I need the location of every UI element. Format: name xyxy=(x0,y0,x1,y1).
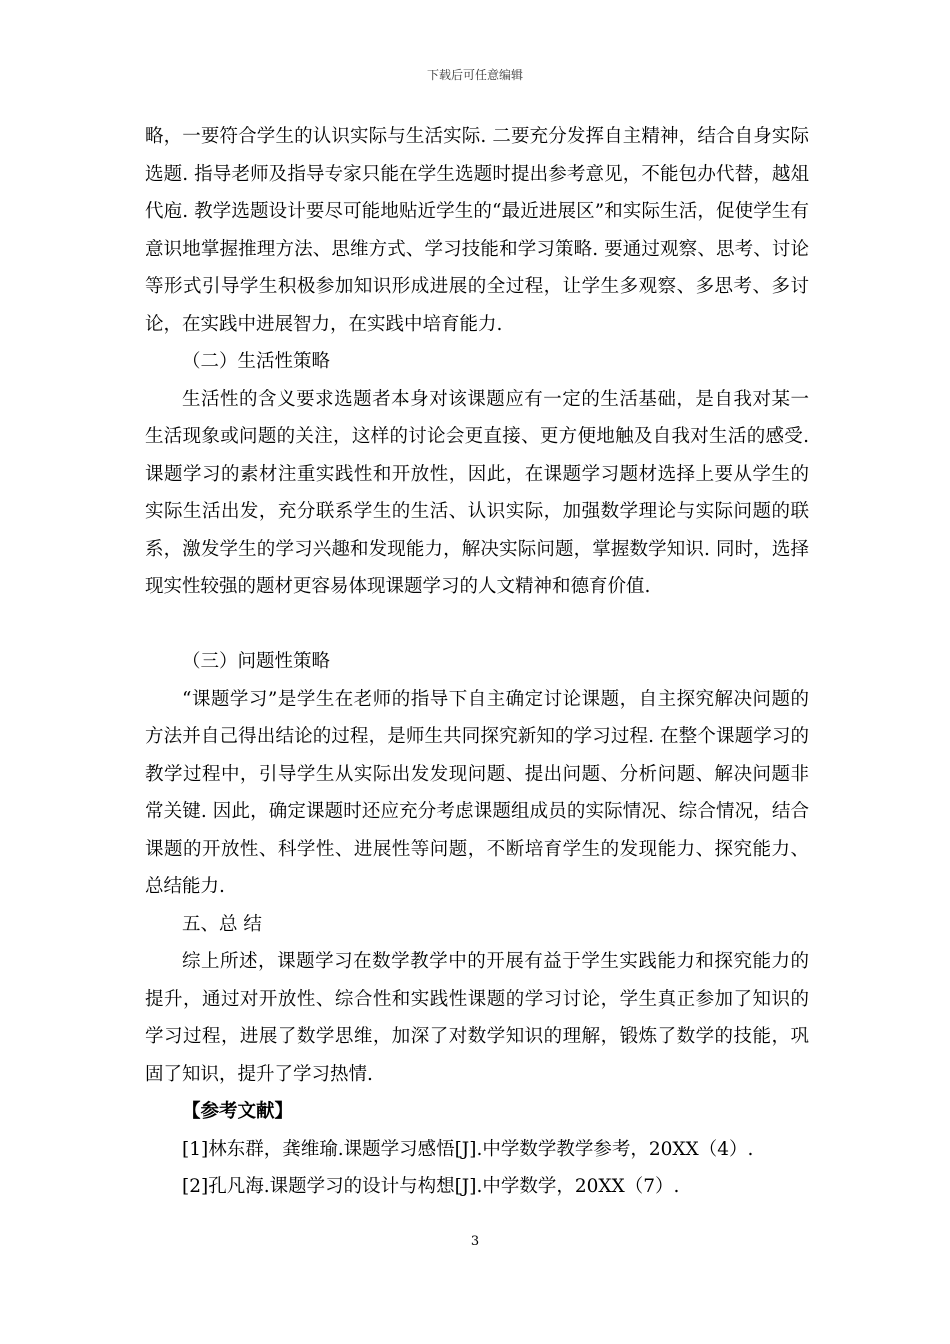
reference-item-1: [1]林东群，龚维瑜.课题学习感悟[J].中学数学教学参考，20XX（4）. xyxy=(182,1138,754,1160)
paragraph-continuation: 略，一要符合学生的认识实际与生活实际. 二要充分发挥自主精神，结合自身实际选题. 指导老师及指导专家只能在学生选题时提出参考意见，不能包办代替，越俎代庖. 教学选题设计要尽可能地贴近学生的“最近进展区”和实际生活，促使学生有意识地掌握推理方法、思维方式、学习技能和学习策略. 要通过观察、思考、讨论等形式引导学生积极参加知识形成进展的全过程，让学生多观察、多思考、多讨论，在实践中进展智力，在实践中培育能力. xyxy=(145,126,809,335)
paragraph-life-strategy: 生活性的含义要求选题者本身对该课题应有一定的生活基础，是自我对某一生活现象或问题的关注，这样的讨论会更直接、更方便地触及自我对生活的感受. 课题学习的素材注重实践性和开放性，因此，在课题学习题材选择上要从学生的实际生活出发，充分联系学生的生活、认识实际，加强数学理论与实际问题的联系，激发学生的学习兴趣和发现能力，解决实际问题，掌握数学知识. 同时，选择现实性较强的题材更容易体现课题学习的人文精神和德育价值. xyxy=(145,388,809,597)
section-heading-problem: （三）问题性策略 xyxy=(182,651,331,672)
page-number: 3 xyxy=(470,1234,480,1249)
references-heading: 【参考文献】 xyxy=(182,1101,294,1122)
paragraph-problem-strategy: “课题学习”是学生在老师的指导下自主确定讨论课题，自主探究解决问题的方法并自己得出结论的过程，是师生共同探究新知的学习过程. 在整个课题学习的教学过程中，引导学生从实际出发发现问题、提出问题、分析问题、解决问题非常关键. 因此，确定课题时还应充分考虑课题组成员的实际情况、综合情况，结合课题的开放性、科学性、进展性等问题，不断培育学生的发现能力、探究能力、总结能力. xyxy=(145,688,809,897)
blank-line xyxy=(145,606,809,644)
page-header: 下载后可任意编辑 xyxy=(426,68,523,82)
reference-item-2: [2]孔凡海.课题学习的设计与构想[J].中学数学，20XX（7）. xyxy=(182,1176,680,1197)
document-body xyxy=(145,118,809,1206)
paragraph-summary: 综上所述，课题学习在数学教学中的开展有益于学生实践能力和探究能力的提升，通过对开放性、综合性和实践性课题的学习讨论，学生真正参加了知识的学习过程，进展了数学思维，加深了对数学知识的理解，锻炼了数学的技能，巩固了知识，提升了学习热情. xyxy=(145,951,809,1085)
section-heading-summary: 五、总 结 xyxy=(182,913,262,935)
section-heading-life: （二）生活性策略 xyxy=(182,351,331,372)
